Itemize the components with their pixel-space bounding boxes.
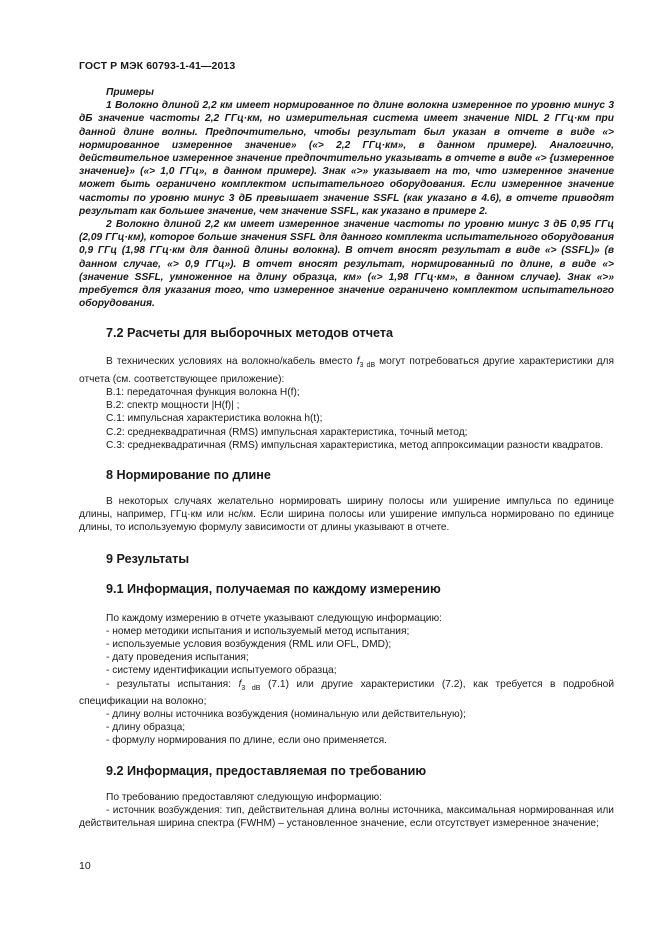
section-9-2-heading: 9.2 Информация, предоставляемая по требованию (106, 763, 427, 778)
section-9-1-heading: 9.1 Информация, получаемая по каждому измерению (106, 581, 441, 596)
section-9-2-intro: По требованию предоставляют следующую информацию: (106, 791, 382, 803)
intro-text-b: могут потребоваться другие характеристики для отчета (см. соответствующее приложение): (79, 356, 615, 385)
list-item: - источник возбуждения: тип, действительная длина волны источника, максимальная нормированная или действительная ширина спектра (FWHM) – установленное значение, если отсутствует измеренное значение; (79, 804, 614, 829)
section-8-heading: 8 Нормирование по длине (106, 467, 271, 482)
list-item: - используемые условия возбуждения (RML или OFL, DMD); (106, 638, 392, 650)
result-subscript: 3 dB (241, 684, 261, 692)
list-item: - длину образца; (106, 722, 186, 734)
section-9-1-intro: По каждому измерению в отчете указывают следующую информацию: (106, 612, 442, 624)
section-8-text: В некоторых случаях желательно нормировать ширину полосы или уширение импульса по единице длины, например, ГГц·км или нс/км. Если ширина полосы или уширение импульса нормировано по единице длины, то используемую формулу зависимости от длины указывают в отчете. (79, 495, 614, 534)
result-symbol-f: f (238, 678, 242, 690)
list-item: С.3: среднеквадратичная (RMS) импульсная характеристика, метод аппроксимации разности квадратов. (106, 439, 604, 451)
result-text-b: (7.1) или другие характеристики (7.2), как требуется в подробной спецификации на волокно; (79, 678, 615, 707)
example-2: 2 Волокно длиной 2,2 км имеет измеренное значение частоты по уровню минус 3 дБ 0,95 ГГц (2,09 ГГц·км), которое больше значения SSFL для данного комплекта испытательного оборудования 0,9 ГГц (1,98 ГГц·км для данной длины волокна). В отчет вносят результат в виде «> (SSFL)» (в данном случае, «> 0,9 ГГц»). В отчет вносят результат, нормированный по длине, в виде «> (значение SSFL, умноженное на длину образца, км» («> 1,98 ГГц·км», в данном случае). Знак «>» требуется для указания того, что измеренное значение ограничено комплектом испытательного оборудования. (79, 219, 614, 310)
list-item: - систему идентификации испытуемого образца; (106, 665, 337, 677)
section-7-2-heading: 7.2 Расчеты для выборочных методов отчета (106, 326, 394, 341)
list-item: - формулу нормирования по длине, если оно применяется. (106, 735, 387, 747)
page-number: 10 (79, 860, 91, 872)
intro-symbol-f: f (356, 356, 360, 368)
list-item: - длину волны источника возбуждения (номинальную или действительную); (106, 708, 466, 720)
example-1: 1 Волокно длиной 2,2 км имеет нормированное по длине волокна измеренное по уровню минус 3 дБ значение частоты 2,2 ГГц·км, но измерительная система имеет значение NIDL 2 ГГц·км при данной длине волны. Предпочтительно, чтобы результат был указан в отчете в виде «> нормированное измеренное значение» («> 2,2 ГГц·км», в данном примере). Аналогично, действительное измеренное значение предпочтительно указывать в отчете в виде «> {измеренное значение}» («> 1,0 ГГц», в данном примере). Знак «>» указывает на то, что измеренное значение может быть ограничено комплектом испытательного оборудования. Если измеренное значение частоты по уровню минус 3 дБ превышает значение SSFL (как указано в 4.6), в отчете приводят результат как большее значение, чем значение SSFL, как указано в примере 2. (79, 100, 614, 217)
list-item: В.1: передаточная функция волокна H(f); (106, 386, 300, 398)
document-header: ГОСТ Р МЭК 60793-1-41—2013 (79, 60, 236, 72)
section-9-heading: 9 Результаты (106, 551, 190, 566)
list-item: В.2: спектр мощности |H(f)| ; (106, 400, 240, 412)
list-item: - номер методики испытания и используемый метод испытания; (106, 625, 410, 637)
list-item-results (79, 678, 614, 708)
page-content (79, 86, 614, 830)
list-item: - дату проведения испытания; (106, 652, 249, 664)
section-7-2-intro (79, 355, 614, 385)
intro-subscript: 3 dB (359, 362, 376, 370)
result-text-a: - результаты испытания: (106, 678, 239, 690)
examples-title: Примеры (106, 87, 154, 98)
intro-text-a: В технических условиях на волокно/кабель вместо (106, 356, 357, 368)
list-item: С.1: импульсная характеристика волокна h(t); (106, 413, 323, 425)
list-item: С.2: среднеквадратичная (RMS) импульсная характеристика, точный метод; (106, 426, 468, 438)
